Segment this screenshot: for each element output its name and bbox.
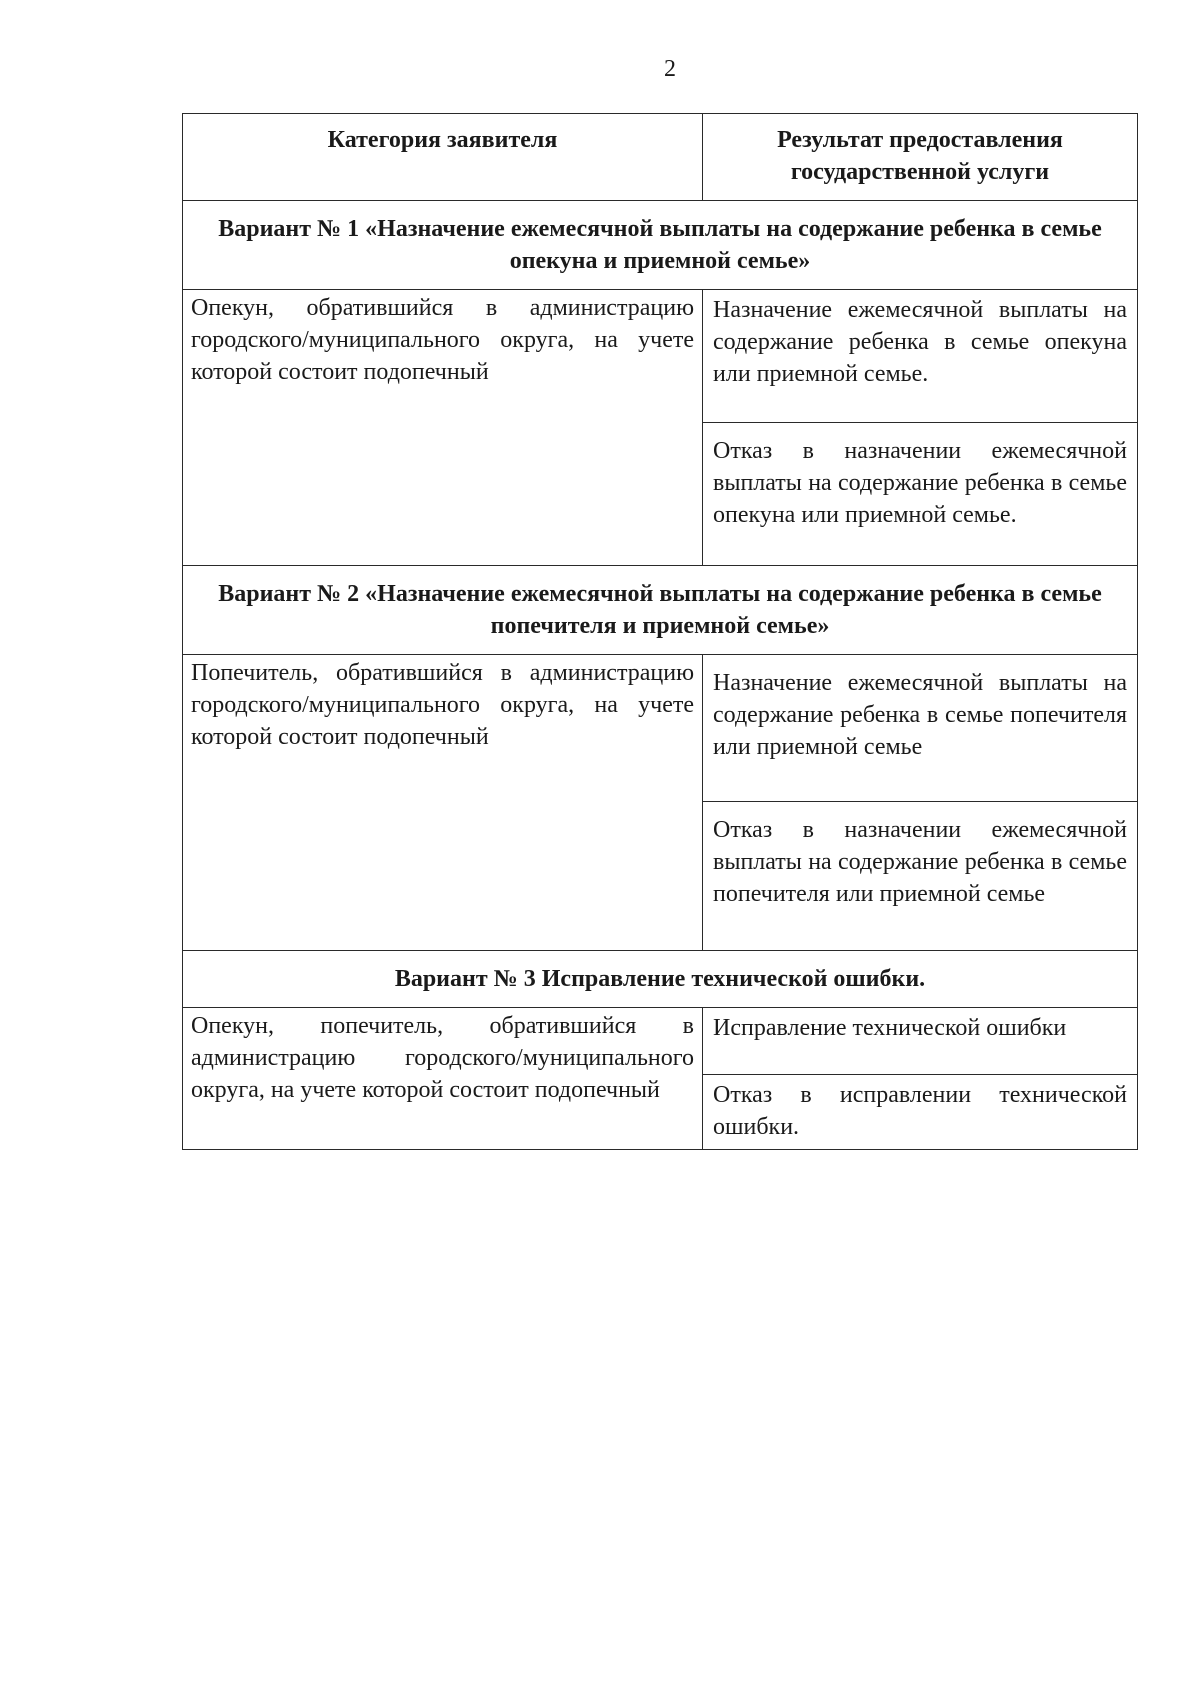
result-cell: Отказ в назначении ежемесячной выплаты на содержание ребенка в семье опекуна или приемной семье. <box>703 423 1138 566</box>
variant-title: Вариант № 1 «Назначение ежемесячной выплаты на содержание ребенка в семье опекуна и приемной семье» <box>183 201 1138 290</box>
variant-row <box>183 201 1138 290</box>
result-cell: Отказ в назначении ежемесячной выплаты на содержание ребенка в семье попечителя или приемной семье <box>703 802 1138 951</box>
result-cell: Назначение ежемесячной выплаты на содержание ребенка в семье попечителя или приемной семье <box>703 655 1138 802</box>
header-result: Результат предоставления государственной услуги <box>703 114 1138 201</box>
page-number: 2 <box>664 56 676 82</box>
variant-title: Вариант № 3 Исправление технической ошибки. <box>183 951 1138 1008</box>
applicant-cell: Опекун, попечитель, обратившийся в администрацию городского/муниципального округа, на учете которой состоит подопечный <box>183 1008 703 1150</box>
header-row <box>183 114 1138 201</box>
header-category: Категория заявителя <box>183 114 703 201</box>
table-row <box>183 290 1138 423</box>
applicant-cell: Попечитель, обратившийся в администрацию городского/муниципального округа, на учете которой состоит подопечный <box>183 655 703 951</box>
variant-title: Вариант № 2 «Назначение ежемесячной выплаты на содержание ребенка в семье попечителя и приемной семье» <box>183 566 1138 655</box>
result-cell: Назначение ежемесячной выплаты на содержание ребенка в семье опекуна или приемной семье. <box>703 290 1138 423</box>
result-cell: Отказ в исправлении технической ошибки. <box>703 1075 1138 1150</box>
table-row <box>183 655 1138 802</box>
variant-row <box>183 566 1138 655</box>
applicant-cell: Опекун, обратившийся в администрацию городского/муниципального округа, на учете которой состоит подопечный <box>183 290 703 566</box>
services-table <box>182 113 1138 1150</box>
result-cell: Исправление технической ошибки <box>703 1008 1138 1075</box>
table-row <box>183 1008 1138 1075</box>
variant-row <box>183 951 1138 1008</box>
